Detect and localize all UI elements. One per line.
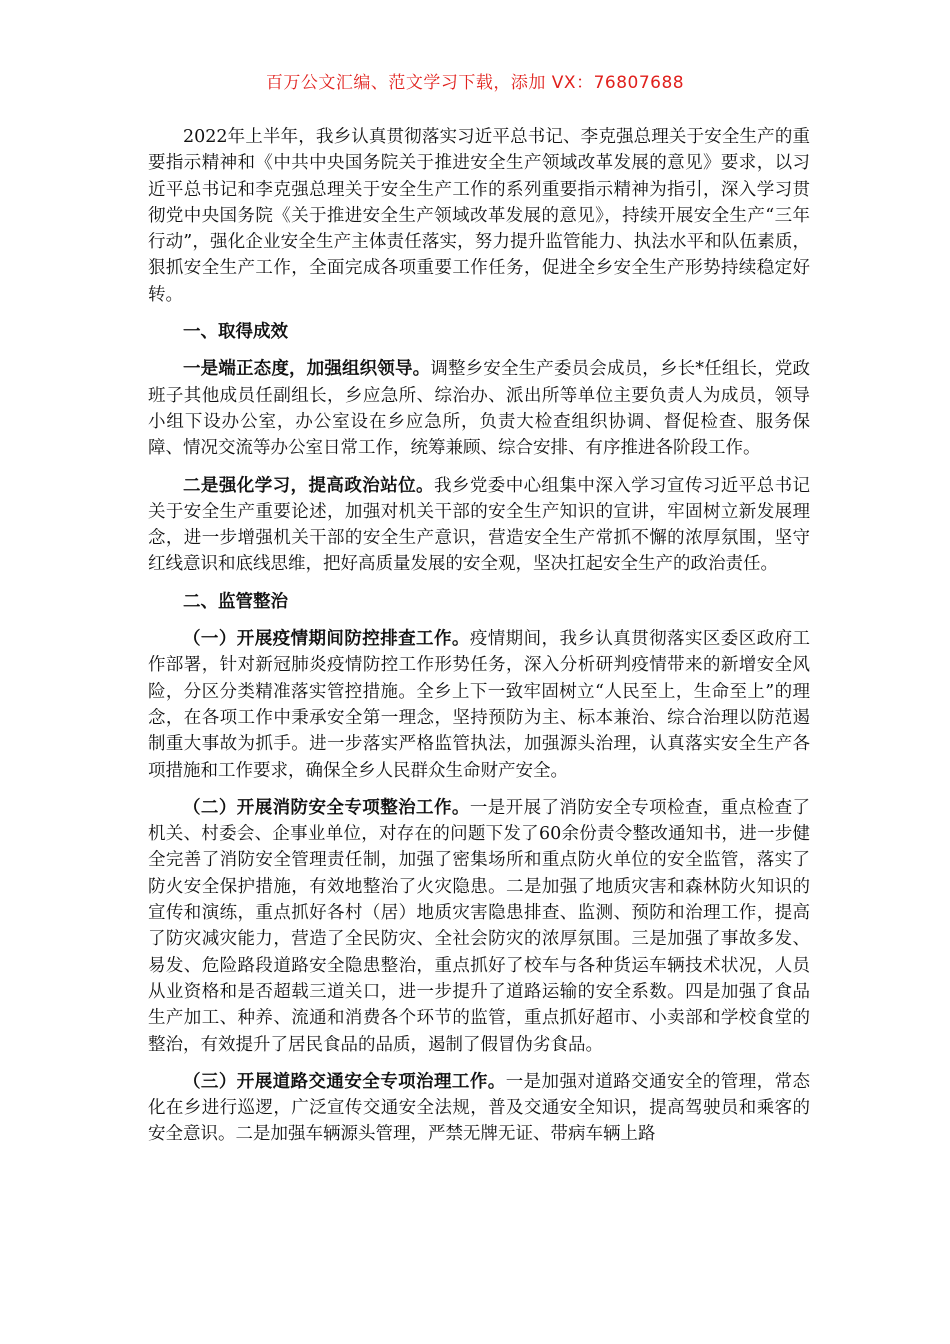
achievement-paragraph-2 [148, 473, 810, 578]
achievement-paragraph-1 [148, 356, 810, 461]
document-body [148, 124, 810, 1159]
section-heading-achievements: 一、取得成效 [183, 322, 288, 343]
paragraph-body: 调整乡安全生产委员会成员，乡长*任组长，党政班子其他成员任副组长，乡应急所、综治办、派出所等单位主要负责人为成员，领导小组下设办公室，办公室设在乡应急所，负责大检查组织协调、督促检查、服务保障、情况交流等办公室日常工作，统筹兼顾、综合安排、有序推进各阶段工作。 [148, 359, 811, 459]
supervision-paragraph-1 [148, 626, 810, 784]
paragraph-lead: 一是端正态度，加强组织领导。 [183, 359, 431, 380]
paragraph-lead: （二）开展消防安全专项整治工作。 [183, 797, 470, 818]
paragraph-body: 疫情期间，我乡认真贯彻落实区委区政府工作部署，针对新冠肺炎疫情防控工作形势任务，深入分析研判疫情带来的新增安全风险，分区分类精准落实管控措施。全乡上下一致牢固树立“人民至上，生命至上”的理念，在各项工作中秉承安全第一理念，坚持预防为主、标本兼治、综合治理以防范遏制重大事故为抓手。进一步落实严格监管执法，加强源头治理，认真落实安全生产各项措施和工作要求，确保全乡人民群众生命财产安全。 [148, 629, 811, 781]
paragraph-body: 一是开展了消防安全专项检查，重点检查了机关、村委会、企事业单位，对存在的问题下发了60余份责令整改通知书，进一步健全完善了消防安全管理责任制，加强了密集场所和重点防火单位的安全监管，落实了防火安全保护措施，有效地整治了火灾隐患。二是加强了地质灾害和森林防火知识的宣传和演练，重点抓好各村（居）地质灾害隐患排查、监测、预防和治理工作，提高了防灾减灾能力，营造了全民防灾、全社会防灾的浓厚氛围。三是加强了事故多发、易发、危险路段道路安全隐患整治，重点抓好了校车与各种货运车辆技术状况，人员从业资格和是否超载三道关口，进一步提升了道路运输的安全系数。四是加强了食品生产加工、种养、流通和消费各个环节的监管，重点抓好超市、小卖部和学校食堂的整治，有效提升了居民食品的品质，遏制了假冒伪劣食品。 [148, 797, 811, 1055]
supervision-paragraph-3 [148, 1069, 810, 1148]
paragraph-lead: （三）开展道路交通安全专项治理工作。 [183, 1071, 506, 1092]
paragraph-body: 我乡党委中心组集中深入学习宣传习近平总书记关于安全生产重要论述，加强对机关干部的安全生产知识的宣讲，牢固树立新发展理念，进一步增强机关干部的安全生产意识，营造安全生产常抓不懈的浓厚氛围，坚守红线意识和底线思维，把好高质量发展的安全观，坚决扛起安全生产的政治责任。 [148, 475, 811, 575]
intro-paragraph: 2022年上半年，我乡认真贯彻落实习近平总书记、李克强总理关于安全生产的重要指示精神和《中共中央国务院关于推进安全生产领域改革发展的意见》要求，以习近平总书记和李克强总理关于安全生产工作的系列重要指示精神为指引，深入学习贯彻党中央国务院《关于推进安全生产领域改革发展的意见》，持续开展安全生产“三年行动”，强化企业安全生产主体责任落实，努力提升监管能力、执法水平和队伍素质，狠抓安全生产工作，全面完成各项重要工作任务，促进全乡安全生产形势持续稳定好转。 [148, 127, 810, 305]
section-heading-supervision: 二、监管整治 [183, 591, 288, 612]
paragraph-lead: 二是强化学习，提高政治站位。 [183, 475, 434, 496]
supervision-paragraph-2 [148, 795, 810, 1058]
paragraph-body: 一是加强对道路交通安全的管理，常态化在乡进行巡逻，广泛宣传交通安全法规，普及交通安全知识，提高驾驶员和乘客的安全意识。二是加强车辆源头管理，严禁无牌无证、带病车辆上路 [148, 1071, 811, 1145]
paragraph-lead: （一）开展疫情期间防控排查工作。 [183, 629, 470, 650]
download-banner: 百万公文汇编、范文学习下载，添加 VX：76807688 [265, 73, 685, 93]
